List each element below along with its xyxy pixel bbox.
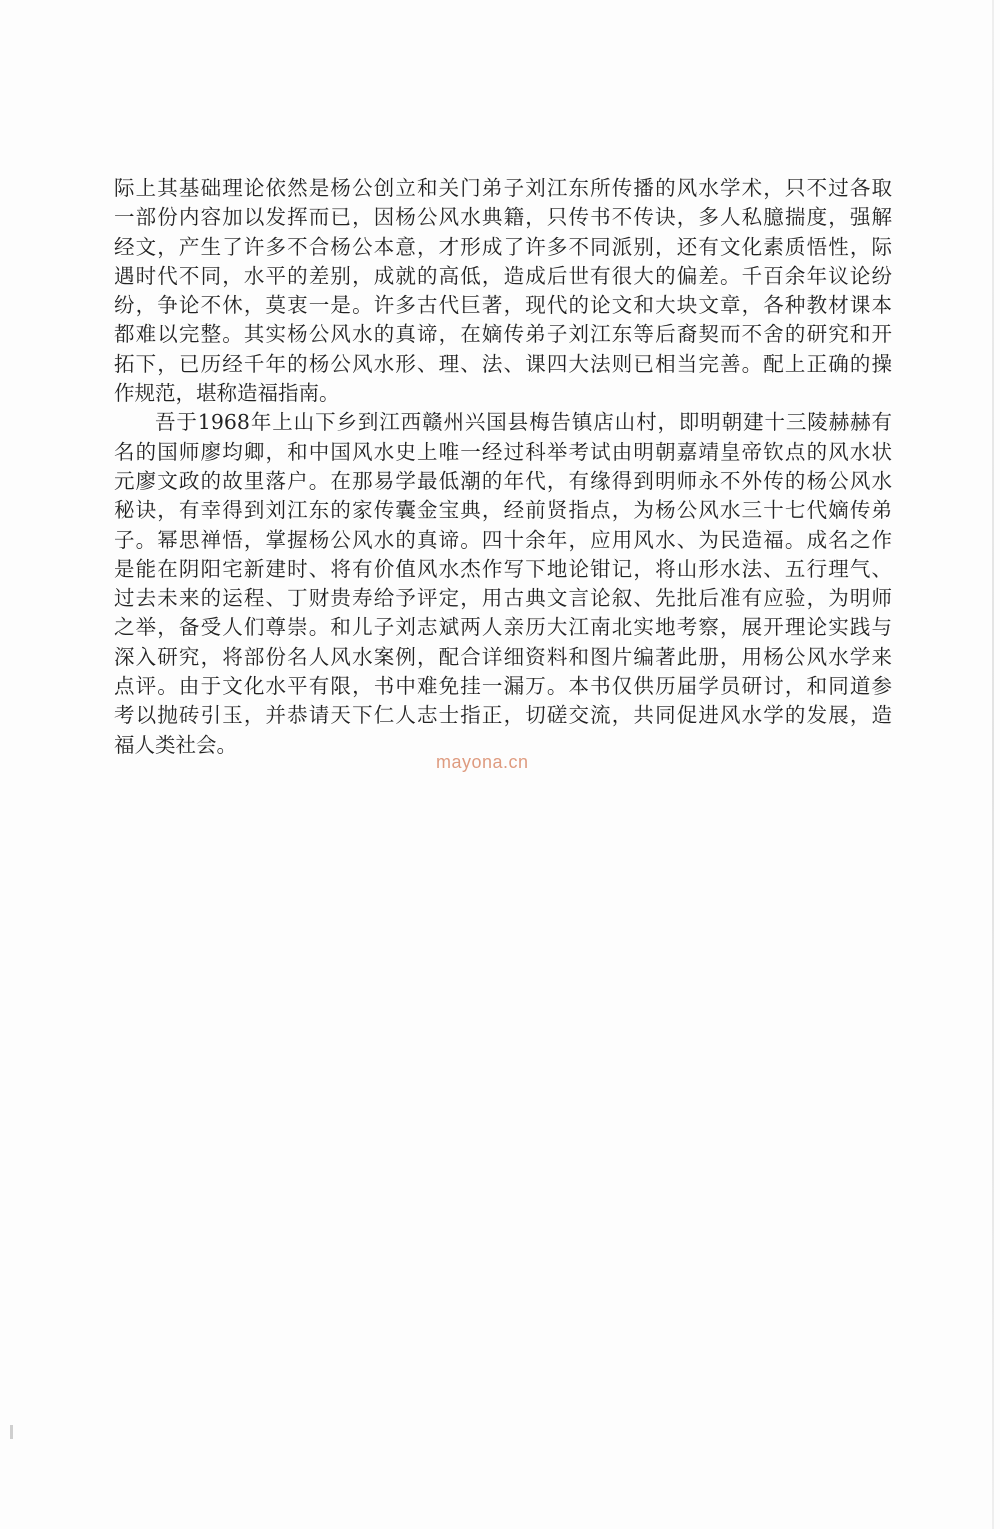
text-line: 吾于1968年上山下乡到江西赣州兴国县梅告镇店山村，即明朝建十三陵赫赫有	[155, 410, 892, 435]
text-line: 福人类社会。	[114, 732, 237, 757]
text-line: 名的国师廖均卿，和中国风水史上唯一经过科举考试由明朝嘉靖皇帝钦点的风水状	[114, 439, 892, 464]
text-line: 考以抛砖引玉，并恭请天下仁人志士指正，切磋交流，共同促进风水学的发展，造	[114, 703, 892, 728]
text-line: 际上其基础理论依然是杨公创立和关门弟子刘江东所传播的风水学术，只不过各取	[114, 176, 892, 200]
text-line: 秘诀，有幸得到刘江东的家传囊金宝典，经前贤指点，为杨公风水三十七代嫡传弟	[114, 498, 892, 523]
text-line: 子。幂思禅悟，掌握杨公风水的真谛。四十余年，应用风水、为民造福。成名之作	[114, 527, 892, 552]
text-line: 纷，争论不休，莫衷一是。许多古代巨著，现代的论文和大块文章，各种教材课本	[114, 293, 892, 318]
text-line: 是能在阴阳宅新建时、将有价值风水杰作写下地论钳记，将山形水法、五行理气、	[114, 556, 892, 581]
text-line: 点评。由于文化水平有限，书中难免挂一漏万。本书仅供历届学员研讨，和同道参	[114, 674, 892, 699]
text-line: 遇时代不同，水平的差别，成就的高低，造成后世有很大的偏差。千百余年议论纷	[114, 263, 892, 288]
page-edge-shadow	[992, 0, 994, 1529]
text-line: 之举，备受人们尊崇。和儿子刘志斌两人亲历大江南北实地考察，展开理论实践与	[114, 615, 892, 640]
text-line: 都难以完整。其实杨公风水的真谛，在嫡传弟子刘江东等后裔契而不舍的研究和开	[114, 322, 892, 347]
scan-artifact	[10, 1425, 13, 1439]
text-line: 经文，产生了许多不合杨公本意，才形成了许多不同派别，还有文化素质悟性，际	[114, 234, 892, 259]
text-line: 作规范，堪称造福指南。	[114, 381, 340, 406]
text-line: 元廖文政的故里落户。在那易学最低潮的年代，有缘得到明师永不外传的杨公风水	[114, 468, 892, 493]
text-line: 拓下，已历经千年的杨公风水形、理、法、课四大法则已相当完善。配上正确的操	[114, 351, 892, 376]
paragraph-1	[114, 174, 892, 408]
text-line: 过去未来的运程、丁财贵寿给予评定，用古典文言论叙、先批后准有应验，为明师	[114, 586, 892, 611]
watermark: mayona.cn	[436, 752, 529, 772]
text-line: 一部份内容加以发挥而已，因杨公风水典籍，只传书不传诀，多人私臆揣度，强解	[114, 205, 892, 230]
body-text	[114, 174, 892, 760]
paragraph-2	[114, 408, 892, 760]
text-line: 深入研究，将部份名人风水案例，配合详细资料和图片编著此册，用杨公风水学来	[114, 644, 892, 669]
